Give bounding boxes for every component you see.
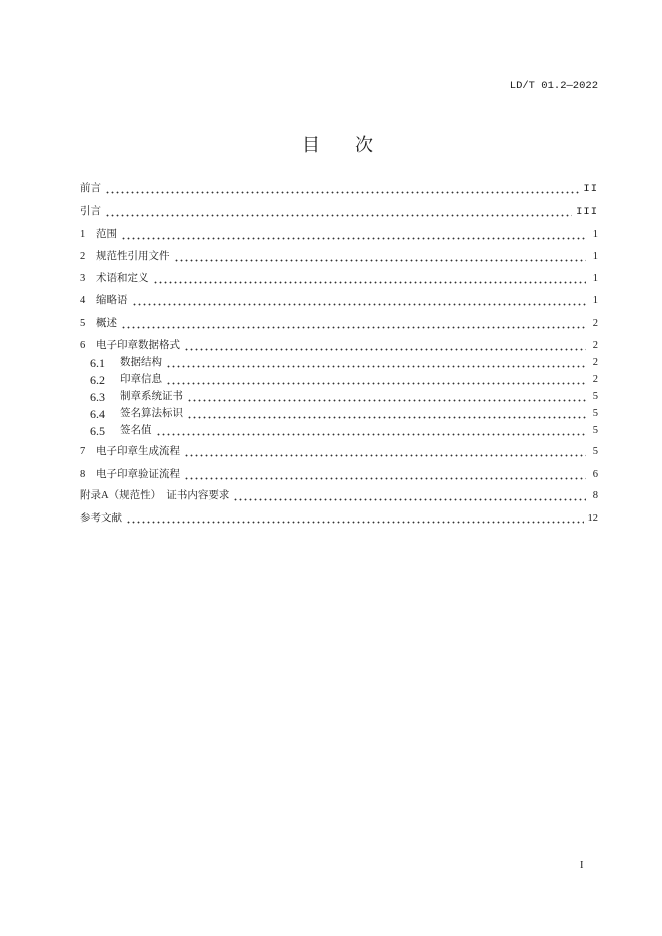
dot-leader [166,356,586,370]
toc-entry-page: 1 [592,295,598,306]
toc-entry-number: 6.2 [90,373,105,387]
toc-entry-title: 术语和定义 [96,273,149,284]
toc-entry-number: 4 [80,295,86,306]
toc-entry-references[interactable] [80,512,598,526]
toc-entry-number: 6.3 [90,390,105,404]
toc-entry-page: 12 [587,513,598,524]
toc-entry-title: 缩略语 [96,295,128,306]
toc-entry-page: II [583,183,598,195]
toc-entry-number: 7 [80,446,86,457]
toc-entry-1[interactable] [80,228,598,242]
toc-entry-appendix-a[interactable] [80,489,598,503]
toc-entry-page: 1 [592,251,598,262]
dot-leader [121,228,586,242]
toc-entry-title: 数据结构 [120,357,162,368]
toc-entry-title: 签名值 [120,425,152,436]
toc-entry-page: 2 [592,357,598,368]
toc-entry-page: 5 [592,446,598,457]
footer-page-number: I [580,860,584,871]
toc-entry-number: 2 [80,251,86,262]
toc-entry-6-1[interactable] [90,356,598,370]
toc-entry-6-2[interactable] [90,373,598,387]
toc-entry-page: 6 [592,469,598,480]
dot-leader [166,373,586,387]
toc-entry-title: 引言 [80,206,101,217]
toc-entry-title: 附录A（规范性） 证书内容要求 [80,490,230,501]
dot-leader [156,424,587,438]
dot-leader [184,445,586,459]
page-title: 目次 [302,135,408,155]
toc-entry-page: 1 [592,273,598,284]
toc-entry-foreword[interactable] [80,182,598,196]
toc-entry-page: 5 [592,391,598,402]
toc-entry-2[interactable] [80,250,598,264]
toc-entry-title: 前言 [80,183,101,194]
toc-entry-title: 制章系统证书 [120,391,183,402]
toc-entry-6-5[interactable] [90,424,598,438]
toc-entry-number: 5 [80,318,86,329]
toc-entry-page: 5 [592,425,598,436]
toc-entry-page: 2 [592,318,598,329]
toc-entry-introduction[interactable] [80,205,598,219]
dot-leader [233,489,586,503]
toc-entry-6[interactable] [80,339,598,353]
dot-leader [184,339,586,353]
toc-entry-title: 电子印章生成流程 [96,446,180,457]
toc-entry-page: 5 [592,408,598,419]
toc-entry-title: 电子印章数据格式 [96,340,180,351]
toc-entry-number: 1 [80,229,86,240]
toc-entry-5[interactable] [80,317,598,331]
dot-leader [132,294,587,308]
toc-entry-7[interactable] [80,445,598,459]
toc-entry-6-4[interactable] [90,407,598,421]
toc-entry-page: III [576,206,598,218]
toc-entry-number: 6.4 [90,407,105,421]
dot-leader [153,272,587,286]
toc-entry-8[interactable] [80,468,598,482]
dot-leader [105,182,579,196]
toc-entry-title: 范围 [96,229,117,240]
toc-entry-number: 8 [80,469,86,480]
toc-entry-title: 参考文献 [80,513,122,524]
toc-entry-number: 6 [80,340,86,351]
dot-leader [184,468,586,482]
toc-entry-page: 2 [592,340,598,351]
toc-entry-title: 规范性引用文件 [96,251,170,262]
toc-entry-4[interactable] [80,294,598,308]
toc-entry-title: 电子印章验证流程 [96,469,180,480]
toc-entry-number: 6.1 [90,356,105,370]
dot-leader [105,205,572,219]
dot-leader [126,512,584,526]
dot-leader [174,250,587,264]
dot-leader [187,407,586,421]
toc-entry-3[interactable] [80,272,598,286]
toc-entry-page: 8 [592,490,598,501]
dot-leader [121,317,586,331]
toc-entry-page: 1 [592,229,598,240]
toc-entry-number: 3 [80,273,86,284]
toc-entry-title: 签名算法标识 [120,408,183,419]
toc-entry-title: 印章信息 [120,374,162,385]
toc-entry-title: 概述 [96,318,117,329]
dot-leader [187,390,586,404]
toc-entry-page: 2 [592,374,598,385]
toc-entry-6-3[interactable] [90,390,598,404]
document-code: LD/T 01.2—2022 [509,80,598,92]
toc-entry-number: 6.5 [90,424,105,438]
